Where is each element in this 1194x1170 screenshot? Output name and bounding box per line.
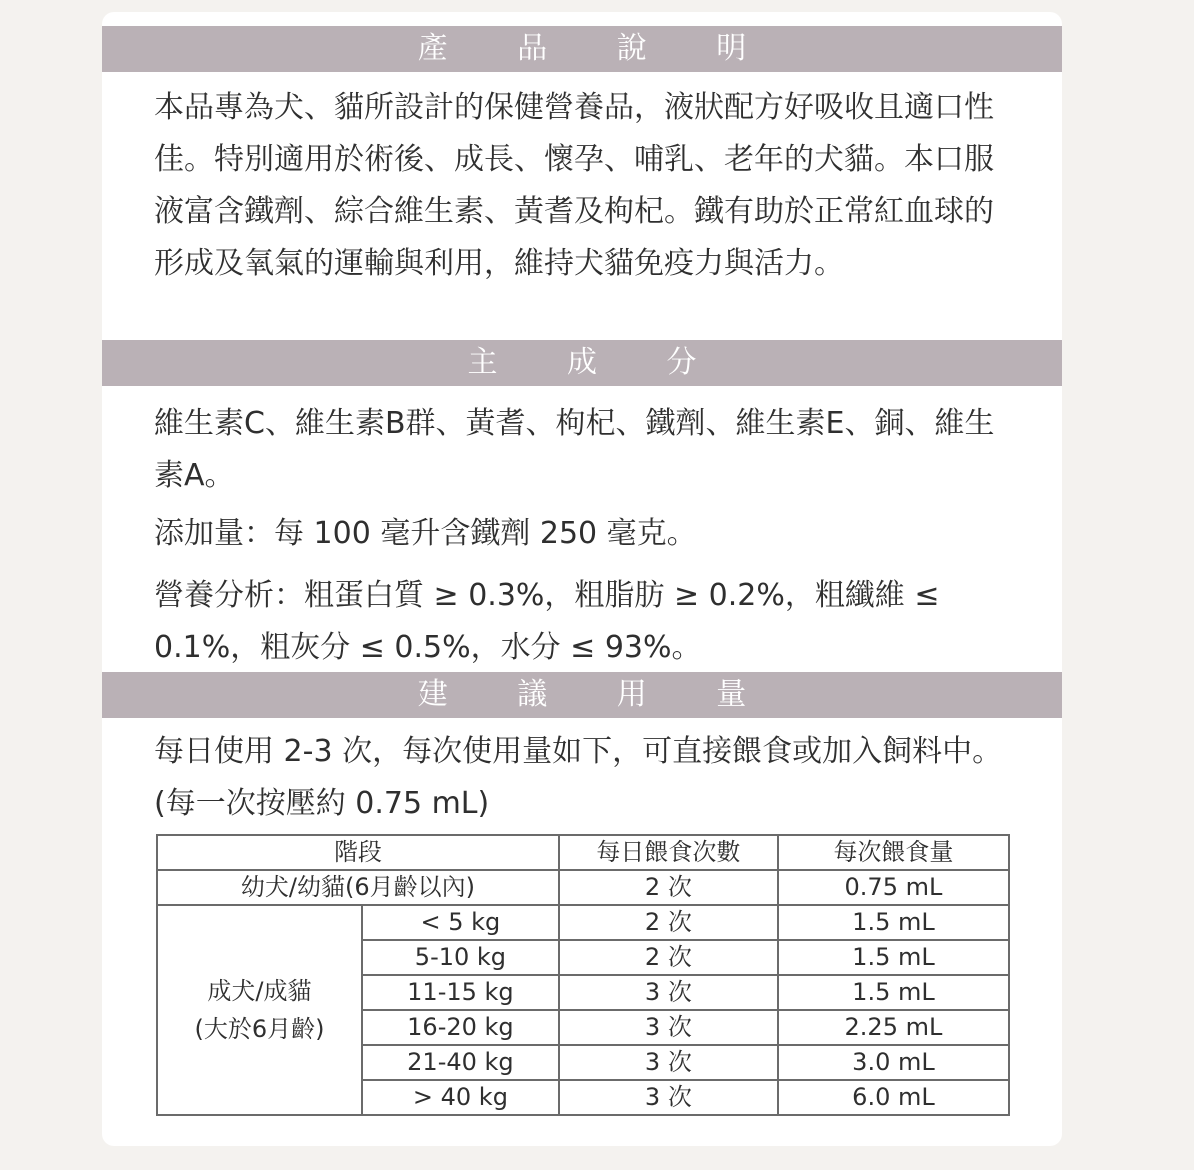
- amount-cell: 3.0 mL: [778, 1045, 1009, 1080]
- weight-cell: > 40 kg: [362, 1080, 559, 1115]
- nutrition-analysis-text: 營養分析：粗蛋白質 ≥ 0.3%，粗脂肪 ≥ 0.2%，粗纖維 ≤ 0.1%，粗灰分 ≤ 0.5%，水分 ≤ 93%。: [154, 578, 940, 665]
- adult-stage-label: 成犬/成貓: [207, 977, 312, 1005]
- section-title-ingredients: 主 成 分: [102, 340, 1062, 386]
- adult-stage-cell: [157, 905, 362, 1115]
- puppy-stage-cell: 幼犬/幼貓(6月齡以內): [157, 870, 559, 905]
- amount-cell: 0.75 mL: [778, 870, 1009, 905]
- header-amount: 每次餵食量: [778, 835, 1009, 870]
- times-cell: 3 次: [559, 1045, 778, 1080]
- weight-cell: < 5 kg: [362, 905, 559, 940]
- iron-addition-text: 添加量：每 100 毫升含鐵劑 250 毫克。: [154, 516, 697, 551]
- times-cell: 3 次: [559, 975, 778, 1010]
- times-cell: 2 次: [559, 940, 778, 975]
- times-cell: 3 次: [559, 1080, 778, 1115]
- table-header-row: [157, 835, 1009, 870]
- ingredients-list: 維生素C、維生素B群、黃耆、枸杞、鐵劑、維生素E、銅、維生素A。: [154, 406, 995, 493]
- amount-cell: 1.5 mL: [778, 975, 1009, 1010]
- description-text: 本品專為犬、貓所設計的保健營養品，液狀配方好吸收且適口性佳。特別適用於術後、成長、懷孕、哺乳、老年的犬貓。本口服液富含鐵劑、綜合維生素、黃耆及枸杞。鐵有助於正常紅血球的形成及氧氣的運輸與利用，維持犬貓免疫力與活力。: [154, 90, 994, 281]
- times-cell: 2 次: [559, 870, 778, 905]
- table-row: [157, 870, 1009, 905]
- amount-cell: 2.25 mL: [778, 1010, 1009, 1045]
- header-daily-times: 每日餵食次數: [559, 835, 778, 870]
- weight-cell: 11-15 kg: [362, 975, 559, 1010]
- table-row: [157, 905, 1009, 940]
- times-cell: 3 次: [559, 1010, 778, 1045]
- times-cell: 2 次: [559, 905, 778, 940]
- section-title-description: 產 品 說 明: [102, 26, 1062, 72]
- header-stage: 階段: [157, 835, 559, 870]
- amount-cell: 1.5 mL: [778, 905, 1009, 940]
- weight-cell: 5-10 kg: [362, 940, 559, 975]
- weight-cell: 21-40 kg: [362, 1045, 559, 1080]
- amount-cell: 1.5 mL: [778, 940, 1009, 975]
- amount-cell: 6.0 mL: [778, 1080, 1009, 1115]
- product-info-card: [102, 12, 1062, 1146]
- section-title-dosage: 建 議 用 量: [102, 672, 1062, 718]
- adult-stage-age: (大於6月齡): [194, 1015, 325, 1043]
- weight-cell: 16-20 kg: [362, 1010, 559, 1045]
- dosage-instructions: 每日使用 2-3 次，每次使用量如下，可直接餵食或加入飼料中。(每一次按壓約 0.75 mL): [154, 734, 1003, 821]
- dosage-table: [156, 834, 1010, 1116]
